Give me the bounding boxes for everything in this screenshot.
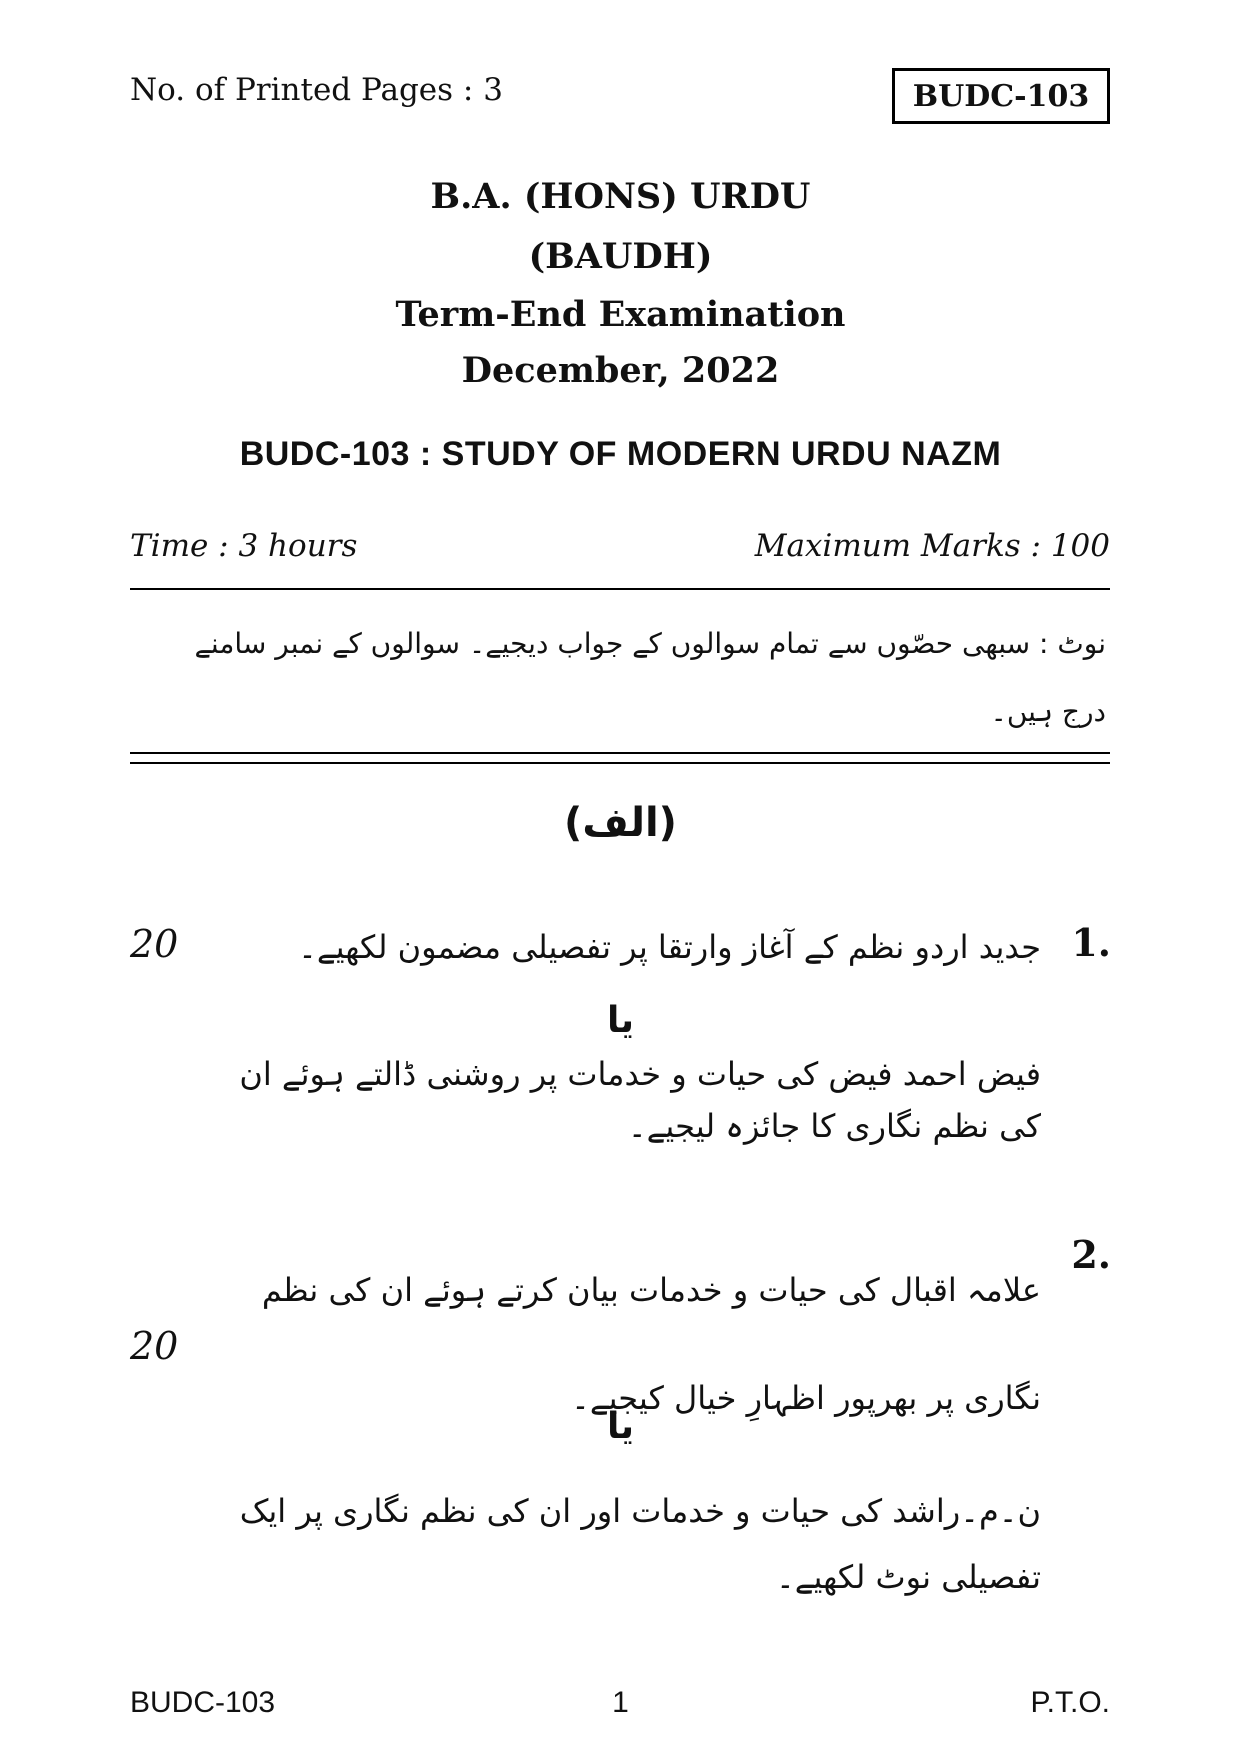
programme-title: B.A. (HONS) URDU bbox=[430, 176, 811, 217]
paper-code-box: BUDC-103 bbox=[892, 68, 1110, 124]
footer-paper-code: BUDC-103 bbox=[130, 1686, 276, 1719]
programme-subtitle: (BAUDH) bbox=[528, 236, 713, 277]
exam-name: Term-End Examination bbox=[395, 294, 846, 335]
question-marks: 20 bbox=[130, 1324, 179, 1368]
question-alternative-text: ن۔م۔راشد کی حیات و خدمات اور ان کی نظم نگاری پر ایک تفصیلی نوٹ لکھیے۔ bbox=[239, 1492, 1041, 1596]
course-title: BUDC-103 : STUDY OF MODERN URDU NAZM bbox=[239, 435, 1002, 473]
exam-date: December, 2022 bbox=[461, 350, 780, 391]
question-number: 2. bbox=[1071, 1232, 1111, 1277]
maximum-marks: Maximum Marks : 100 bbox=[754, 528, 1110, 564]
time-allowed: Time : 3 hours bbox=[130, 528, 358, 564]
footer-page-number: 1 bbox=[612, 1686, 629, 1719]
divider-double-lower bbox=[130, 762, 1110, 764]
question-number: 1. bbox=[1071, 920, 1111, 965]
question-marks: 20 bbox=[130, 922, 179, 966]
divider-double-upper bbox=[130, 752, 1110, 754]
question-alternative-text: فیض احمد فیض کی حیات و خدمات پر روشنی ڈالتے ہوئے ان کی نظم نگاری کا جائزہ لیجیے۔ bbox=[239, 1055, 1041, 1145]
printed-pages-count: No. of Printed Pages : 3 bbox=[130, 72, 503, 108]
or-separator: یا bbox=[606, 1000, 635, 1041]
instructions-note: نوٹ : سبھی حصّوں سے تمام سوالوں کے جواب دیجیے۔ سوالوں کے نمبر سامنے درج ہیں۔ bbox=[194, 627, 1106, 728]
or-separator: یا bbox=[606, 1406, 635, 1447]
question-text: علامہ اقبال کی حیات و خدمات بیان کرتے ہوئے ان کی نظم نگاری پر بھرپور اظہارِ خیال کیجیے۔ bbox=[261, 1271, 1041, 1417]
section-heading: (الف) bbox=[564, 800, 677, 846]
divider-top bbox=[130, 588, 1110, 590]
question-text: جدید اردو نظم کے آغاز وارتقا پر تفصیلی مضمون لکھیے۔ bbox=[298, 928, 1041, 966]
footer-pto: P.T.O. bbox=[1030, 1686, 1110, 1719]
